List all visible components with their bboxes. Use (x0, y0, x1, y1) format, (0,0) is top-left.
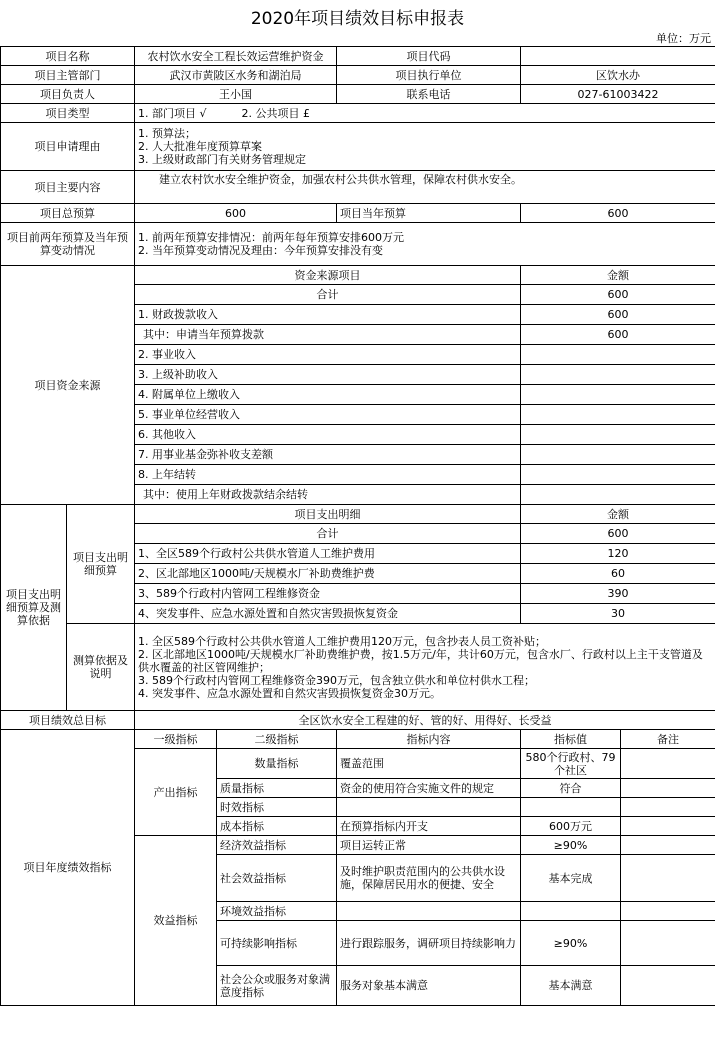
dept-value: 武汉市黄陂区水务和湖泊局 (135, 66, 337, 85)
year-budget-label: 项目当年预算 (337, 204, 521, 223)
indicator-note (621, 902, 715, 921)
funding-item: 1. 财政拨款收入 (135, 305, 521, 325)
project-code-label: 项目代码 (337, 47, 521, 66)
change-value (135, 223, 715, 266)
page-title: 2020年项目绩效目标申报表 (250, 9, 465, 29)
funding-label: 项目资金来源 (1, 266, 135, 505)
indicator-content: 服务对象基本满意 (337, 966, 521, 1006)
funding-amount: 600 (521, 285, 715, 305)
total-budget-value: 600 (135, 204, 337, 223)
indicator-header: 备注 (621, 730, 715, 749)
expense-item: 3、589个行政村内管网工程维修资金 (135, 584, 521, 604)
indicator-note (621, 836, 715, 855)
indicator-second: 社会效益指标 (217, 855, 337, 902)
funding-item: 2. 事业收入 (135, 345, 521, 365)
indicator-note (621, 749, 715, 779)
exec-unit-value: 区饮水办 (521, 66, 715, 85)
funding-amount (521, 405, 715, 425)
indicator-second: 质量指标 (217, 779, 337, 798)
expense-sub-label: 项目支出明细预算 (67, 505, 135, 624)
reason-label: 项目申请理由 (1, 123, 135, 171)
basis-label: 测算依据及说明 (67, 624, 135, 711)
funding-amount (521, 385, 715, 405)
reason-line: 3. 上级财政部门有关财务管理规定 (138, 153, 306, 166)
year-budget-value: 600 (521, 204, 715, 223)
benefit-indicator-label: 效益指标 (135, 836, 217, 1006)
indicator-value: 基本完成 (521, 855, 621, 902)
indicator-content: 资金的使用符合实施文件的规定 (337, 779, 521, 798)
content-label: 项目主要内容 (1, 171, 135, 204)
indicator-content: 进行跟踪服务，调研项目持续影响力 (337, 921, 521, 966)
change-line: 1. 前两年预算安排情况：前两年每年预算安排600万元 (138, 231, 404, 244)
indicator-header: 一级指标 (135, 730, 217, 749)
person-label: 项目负责人 (1, 85, 135, 104)
phone-label: 联系电话 (337, 85, 521, 104)
indicator-second: 成本指标 (217, 817, 337, 836)
expense-item: 合计 (135, 524, 521, 544)
indicator-content: 及时维护职责范围内的公共供水设施，保障居民用水的便捷、安全 (337, 855, 521, 902)
project-code-value (521, 47, 715, 66)
expense-amount: 30 (521, 604, 715, 624)
exec-unit-label: 项目执行单位 (337, 66, 521, 85)
type-label: 项目类型 (1, 104, 135, 123)
basis-value (135, 624, 715, 711)
funding-amount: 600 (521, 325, 715, 345)
expense-label: 项目支出明细预算及测算依据 (1, 505, 67, 711)
output-indicator-label: 产出指标 (135, 749, 217, 836)
basis-line: 1. 全区589个行政村公共供水管道人工维护费用120万元，包含抄表人员工资补贴； (138, 634, 546, 648)
funding-item: 4. 附属单位上缴收入 (135, 385, 521, 405)
person-value: 王小国 (135, 85, 337, 104)
funding-item: 3. 上级补助收入 (135, 365, 521, 385)
expense-amount: 600 (521, 524, 715, 544)
reason-line: 1. 预算法； (138, 127, 196, 140)
indicator-content: 覆盖范围 (337, 749, 521, 779)
content-value: 建立农村饮水安全维护资金，加强农村公共供水管理，保障农村供水安全。 (135, 171, 715, 204)
goal-label: 项目绩效总目标 (1, 711, 135, 730)
goal-value: 全区饮水安全工程建的好、管的好、用得好、长受益 (135, 711, 715, 730)
funding-item: 8. 上年结转 (135, 465, 521, 485)
indicator-second: 经济效益指标 (217, 836, 337, 855)
expense-item: 1、全区589个行政村公共供水管道人工维护费用 (135, 544, 521, 564)
funding-item: 其中：使用上年财政拨款结余结转 (135, 485, 521, 505)
basis-line: 4. 突发事件、应急水源处置和自然灾害毁损恢复资金30万元。 (138, 686, 441, 700)
indicator-second: 环境效益指标 (217, 902, 337, 921)
expense-header-item: 项目支出明细 (135, 505, 521, 524)
budget-form-table (0, 46, 715, 1006)
expense-header-amount: 金额 (521, 505, 715, 524)
indicators-label: 项目年度绩效指标 (1, 730, 135, 1006)
project-name-value: 农村饮水安全工程长效运营维护资金 (135, 47, 337, 66)
funding-item: 其中：申请当年预算拨款 (135, 325, 521, 345)
indicator-second: 数量指标 (217, 749, 337, 779)
indicator-content: 项目运转正常 (337, 836, 521, 855)
indicator-content (337, 798, 521, 817)
unit-label: 单位：万元 (656, 32, 711, 45)
funding-amount (521, 445, 715, 465)
basis-line: 3. 589个行政村内管网工程维修资金390万元，包含独立供水和单位村供水工程； (138, 673, 535, 687)
funding-item: 6. 其他收入 (135, 425, 521, 445)
indicator-second: 可持续影响指标 (217, 921, 337, 966)
indicator-content (337, 902, 521, 921)
basis-line: 2. 区北部地区1000吨/天规模水厂补助费维护费，按1.5万元/年，共计60万元，包含水厂、行政村以上主干支管道及供水覆盖的社区管网维护； (138, 647, 703, 674)
expense-amount: 60 (521, 564, 715, 584)
funding-amount (521, 465, 715, 485)
phone-value: 027-61003422 (521, 85, 715, 104)
project-name-label: 项目名称 (1, 47, 135, 66)
funding-item: 5. 事业单位经营收入 (135, 405, 521, 425)
indicator-value: ≥90% (521, 921, 621, 966)
reason-value (135, 123, 715, 171)
indicator-value (521, 798, 621, 817)
indicator-content: 在预算指标内开支 (337, 817, 521, 836)
indicator-note (621, 817, 715, 836)
indicator-header: 二级指标 (217, 730, 337, 749)
funding-amount: 600 (521, 305, 715, 325)
indicator-header: 指标值 (521, 730, 621, 749)
indicator-value: ≥90% (521, 836, 621, 855)
funding-item: 合计 (135, 285, 521, 305)
indicator-second: 社会公众或服务对象满意度指标 (217, 966, 337, 1006)
indicator-note (621, 779, 715, 798)
change-label: 项目前两年预算及当年预算变动情况 (1, 223, 135, 266)
indicator-note (621, 966, 715, 1006)
funding-amount (521, 365, 715, 385)
change-line: 2. 当年预算变动情况及理由：今年预算安排没有变 (138, 244, 383, 257)
indicator-value: 符合 (521, 779, 621, 798)
indicator-note (621, 798, 715, 817)
total-budget-label: 项目总预算 (1, 204, 135, 223)
indicator-note (621, 855, 715, 902)
expense-item: 2、区北部地区1000吨/天规模水厂补助费维护费 (135, 564, 521, 584)
indicator-second: 时效指标 (217, 798, 337, 817)
indicator-value (521, 902, 621, 921)
funding-amount (521, 345, 715, 365)
indicator-value: 600万元 (521, 817, 621, 836)
indicator-value: 580个行政村、79个社区 (521, 749, 621, 779)
funding-header-amount: 金额 (521, 266, 715, 285)
funding-item: 7. 用事业基金弥补收支差额 (135, 445, 521, 465)
expense-amount: 390 (521, 584, 715, 604)
indicator-note (621, 921, 715, 966)
funding-header-item: 资金来源项目 (135, 266, 521, 285)
funding-amount (521, 425, 715, 445)
indicator-header: 指标内容 (337, 730, 521, 749)
type-value: 1. 部门项目 √ 2. 公共项目 £ (135, 104, 715, 123)
reason-line: 2. 人大批准年度预算草案 (138, 140, 262, 153)
expense-item: 4、突发事件、应急水源处置和自然灾害毁损恢复资金 (135, 604, 521, 624)
funding-amount (521, 485, 715, 505)
dept-label: 项目主管部门 (1, 66, 135, 85)
indicator-value: 基本满意 (521, 966, 621, 1006)
expense-amount: 120 (521, 544, 715, 564)
